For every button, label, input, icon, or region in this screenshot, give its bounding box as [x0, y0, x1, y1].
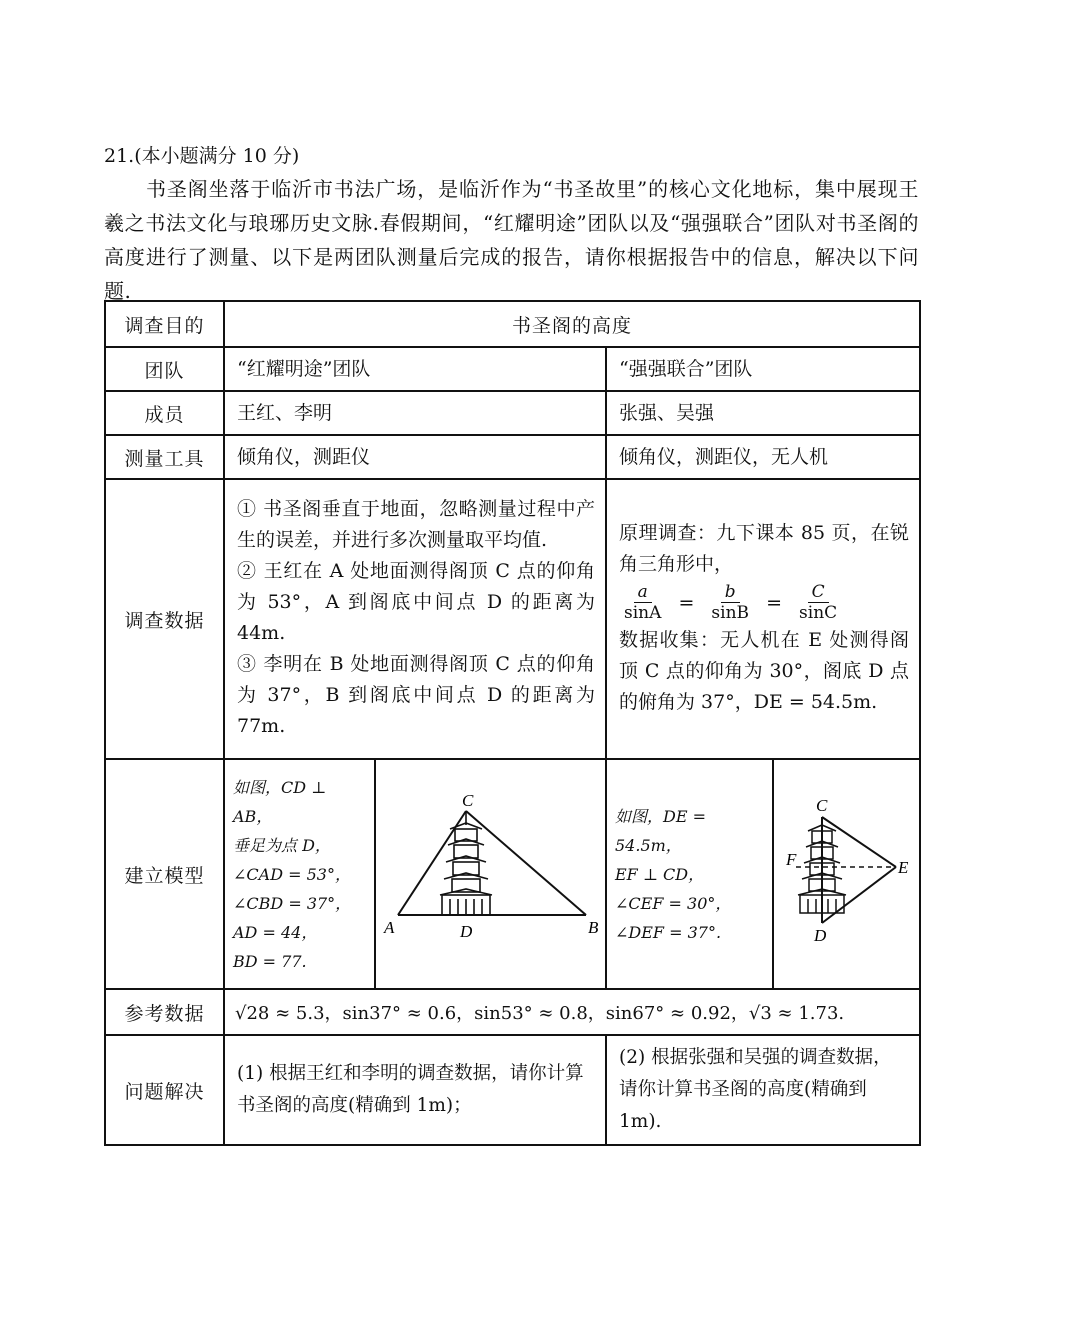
model-a-line: ∠CBD = 37°， [233, 893, 352, 913]
tools-a: 倾角仪，测距仪 [224, 435, 606, 479]
point-c-label: C [815, 795, 827, 815]
point-d-label: D [459, 921, 472, 941]
point-a-label: A [383, 917, 394, 937]
row-team [105, 347, 920, 391]
fraction-b-num: b [721, 582, 740, 603]
row-model [105, 759, 920, 989]
model-a-line: 如图，CD ⊥ AB， [233, 777, 327, 826]
members-label: 成员 [105, 391, 224, 435]
solve-b: (2) 根据张强和吴强的调查数据，请你计算书圣阁的高度(精确到 1m). [606, 1035, 920, 1145]
data-a-item-3: ③ 李明在 B 处地面测得阁顶 C 点的仰角为 37°，B 到阁底中间点 D 的距离为 77m. [237, 653, 595, 737]
equals-sign: = [678, 591, 695, 614]
fraction-c-num: C [808, 582, 829, 603]
point-e-label: E [897, 857, 908, 877]
data-label: 调查数据 [105, 479, 224, 759]
model-a-line: ∠CAD = 53°， [233, 864, 351, 884]
fraction-c [796, 582, 840, 623]
tools-label: 测量工具 [105, 435, 224, 479]
question-heading: 21.(本小题满分 10 分) [104, 145, 300, 167]
drone-pagoda-diagram [776, 787, 918, 957]
point-f-label: F [785, 849, 796, 869]
row-purpose [105, 301, 920, 347]
data-a-item-1: ① 书圣阁垂直于地面，忽略测量过程中产生的误差，并进行多次测量取平均值. [237, 498, 595, 551]
data-b-principle: 原理调查：九下课本 85 页，在锐角三角形中， [619, 522, 910, 575]
purpose-label: 调查目的 [105, 301, 224, 347]
purpose-value: 书圣阁的高度 [224, 301, 920, 347]
model-a-line: BD = 77. [233, 951, 307, 971]
triangle-pagoda-diagram [378, 787, 604, 957]
model-a-text [224, 759, 375, 989]
members-b: 张强、吴强 [606, 391, 920, 435]
row-solve [105, 1035, 920, 1145]
model-b-line: ∠DEF = 37°. [615, 922, 722, 942]
data-a [224, 479, 606, 759]
model-a-figure [375, 759, 606, 989]
members-a: 王红、李明 [224, 391, 606, 435]
fraction-b [708, 582, 752, 623]
fraction-b-den: sinB [711, 603, 750, 623]
fraction-a-den: sinA [624, 603, 662, 623]
team-a: “红耀明途”团队 [224, 347, 606, 391]
question-intro: 书圣阁坐落于临沂市书法广场，是临沂作为“书圣故里”的核心文化地标，集中展现王羲之书法文化与琅琊历史文脉.春假期间，“红耀明途”团队以及“强强联合”团队对书圣阁的高度进行了测量、以下是两团队测量后完成的报告，请你根据报告中的信息，解决以下问题. [104, 177, 919, 303]
solve-label: 问题解决 [105, 1035, 224, 1145]
point-c-label: C [461, 790, 473, 810]
model-b-text [606, 759, 773, 989]
fraction-a [621, 582, 664, 623]
row-tools [105, 435, 920, 479]
team-b: “强强联合”团队 [606, 347, 920, 391]
model-b-line: 如图，DE = 54.5m， [615, 806, 707, 855]
row-members [105, 391, 920, 435]
data-a-item-2: ② 王红在 A 处地面测得阁顶 C 点的仰角为 53°，A 到阁底中间点 D 的距离为 44m. [237, 560, 595, 644]
model-label: 建立模型 [105, 759, 224, 989]
data-b-collect: 数据收集：无人机在 E 处测得阁顶 C 点的仰角为 30°，阁底 D 点的俯角为 37°，DE = 54.5m. [619, 629, 910, 713]
fraction-a-num: a [634, 582, 652, 603]
row-reference [105, 989, 920, 1035]
ref-value: √28 ≈ 5.3，sin37° ≈ 0.6，sin53° ≈ 0.8，sin67° ≈ 0.92，√3 ≈ 1.73. [224, 989, 920, 1035]
solve-a: (1) 根据王红和李明的调查数据，请你计算书圣阁的高度(精确到 1m)； [224, 1035, 606, 1145]
model-b-line: ∠CEF = 30°， [615, 893, 732, 913]
model-a-line: 垂足为点 D， [233, 835, 331, 855]
point-d-label: D [813, 925, 826, 945]
team-label: 团队 [105, 347, 224, 391]
report-table [104, 300, 921, 1146]
model-a-line: AD = 44， [233, 922, 318, 942]
equals-sign: = [766, 591, 782, 614]
row-data [105, 479, 920, 759]
model-b-line: EF ⊥ CD， [615, 864, 705, 884]
fraction-c-den: sinC [799, 603, 838, 623]
data-b [606, 479, 920, 759]
model-b-figure [773, 759, 920, 989]
point-b-label: B [587, 917, 598, 937]
tools-b: 倾角仪，测距仪，无人机 [606, 435, 920, 479]
sine-law-formula [619, 582, 909, 623]
ref-label: 参考数据 [105, 989, 224, 1035]
